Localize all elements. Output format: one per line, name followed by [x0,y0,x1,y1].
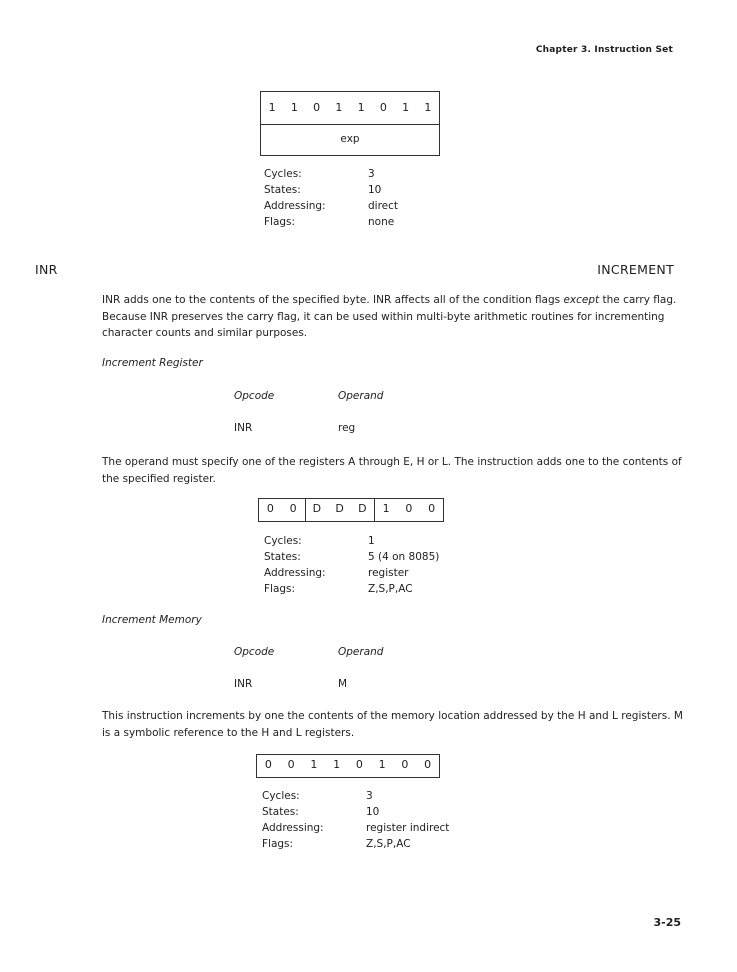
spec-row [264,198,464,214]
spec-key: States: [262,806,299,818]
bit-cell: 0 [424,758,432,771]
bit-cell: D [335,502,344,515]
spec-value: none [368,216,395,228]
register-opcode-bits [258,498,444,522]
spec-value: direct [368,200,399,212]
spec-value: Z,S,P,AC [368,583,413,595]
spec-row [264,182,464,198]
opcode-value: INR [234,422,253,434]
spec-row [262,788,492,804]
spec-row [264,565,484,581]
spec-value: 1 [368,535,375,547]
bit-cell: 1 [268,101,276,114]
bit-cell: 1 [374,499,398,521]
section-title: INCREMENT [597,262,674,277]
opcode-label: Opcode [234,390,275,402]
memory-description: This instruction increments by one the contents of the memory location addressed by the H and L registers. M is a symbolic reference to the H and L registers. [102,710,683,739]
spec-key: Cycles: [264,168,302,180]
spec-key: Flags: [264,583,296,595]
spec-row [264,581,484,597]
spec-value: 3 [368,168,375,180]
top-spec-table [264,166,464,230]
bit-cell: 0 [266,502,274,515]
spec-value: 10 [366,806,380,818]
opcode-label: Opcode [234,646,275,658]
bit-cell: D [305,499,329,521]
bit-cell: 0 [289,502,297,515]
operand-label: Operand [338,390,384,402]
increment-register-heading: Increment Register [102,357,203,369]
spec-value: 5 (4 on 8085) [368,551,440,563]
bit-cell: 1 [357,101,365,114]
spec-key: Cycles: [262,790,300,802]
spec-row [264,549,484,565]
spec-value: register [368,567,409,579]
exp-field: exp [260,125,440,156]
spec-value: 3 [366,790,373,802]
top-opcode-bits [260,91,440,125]
bit-cell: 0 [313,101,321,114]
increment-memory-heading: Increment Memory [102,614,202,626]
top-instruction-format [260,91,440,156]
spec-value: register indirect [366,822,450,834]
memory-spec-table [262,788,492,852]
bit-cell: 1 [378,758,386,771]
bit-cell: 0 [355,758,363,771]
operand-value: M [338,678,348,690]
bit-cell: D [358,502,367,515]
operand-value: reg [338,422,356,434]
bit-cell: 1 [424,101,432,114]
spec-row [264,166,464,182]
bit-cell: 1 [335,101,343,114]
spec-key: Addressing: [264,200,326,212]
spec-key: Flags: [264,216,296,228]
bit-cell: 0 [428,502,436,515]
spec-key: Addressing: [264,567,326,579]
spec-row [262,820,492,836]
spec-row [262,804,492,820]
spec-key: Addressing: [262,822,324,834]
spec-row [264,214,464,230]
bit-cell: 0 [405,502,413,515]
spec-value: 10 [368,184,382,196]
bit-cell: 1 [333,758,341,771]
bit-cell: 0 [264,758,272,771]
spec-key: Cycles: [264,535,302,547]
spec-key: States: [264,184,301,196]
spec-row [262,836,492,852]
bit-cell: 0 [379,101,387,114]
bit-cell: 0 [287,758,295,771]
intro-paragraph [102,292,692,342]
spec-key: Flags: [262,838,294,850]
register-description: The operand must specify one of the registers A through E, H or L. The instruction adds one to the contents of the specified register. [102,456,682,485]
spec-key: States: [264,551,301,563]
operand-label: Operand [338,646,384,658]
opcode-value: INR [234,678,253,690]
bit-cell: 1 [310,758,318,771]
chapter-header: Chapter 3. Instruction Set [535,45,673,55]
intro-emphasis: except [563,294,600,306]
bit-cell: 0 [401,758,409,771]
section-mnemonic: INR [35,262,58,277]
spec-row [264,533,484,549]
bit-cell: 1 [402,101,410,114]
intro-text: the carry flag. Because INR preserves the carry flag, it can be used within multi-byte arithmetic routines for incrementing character counts and similar purposes. [102,294,677,339]
intro-text: INR adds one to the contents of the specified byte. INR affects all of the condition flags [102,294,564,306]
page-number: 3-25 [653,916,681,929]
memory-opcode-bits [256,754,440,778]
spec-value: Z,S,P,AC [366,838,411,850]
register-spec-table [264,533,484,597]
bit-cell: 1 [290,101,298,114]
